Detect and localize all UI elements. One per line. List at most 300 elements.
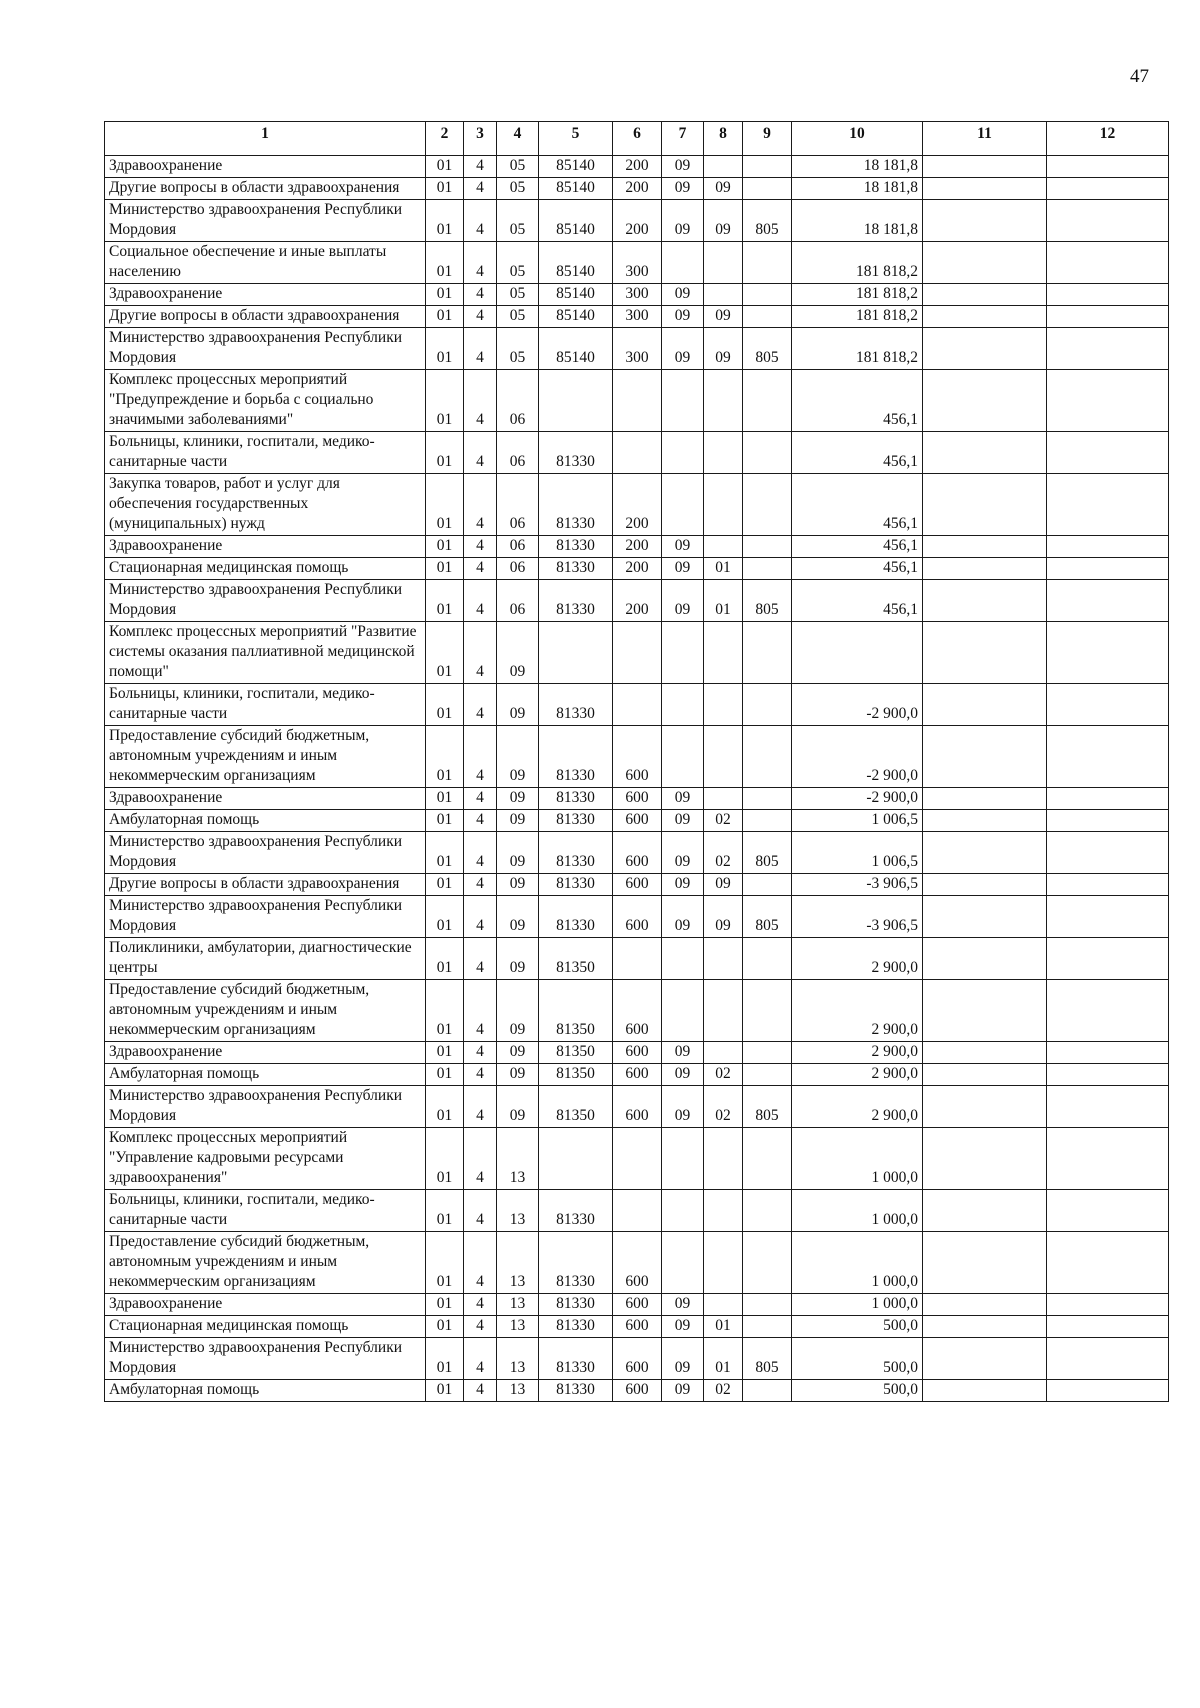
cell-col-5: 81330 [539,896,613,938]
cell-col-5: 85140 [539,178,613,200]
cell-col-7: 09 [662,536,704,558]
cell-row-name: Здравоохранение [105,1294,426,1316]
cell-col-12 [1047,178,1169,200]
cell-col-7: 09 [662,558,704,580]
cell-col-9 [743,284,792,306]
cell-col-9 [743,178,792,200]
cell-col-8: 01 [704,1338,743,1380]
cell-col-9: 805 [743,328,792,370]
cell-col-8: 02 [704,810,743,832]
cell-col-2: 01 [426,536,464,558]
cell-row-name: Другие вопросы в области здравоохранения [105,178,426,200]
cell-col-6: 600 [613,832,662,874]
cell-col-6: 200 [613,474,662,536]
cell-col-6: 200 [613,156,662,178]
cell-row-name: Предоставление субсидий бюджетным, автономным учреждениям и иным некоммерческим организациям [105,1232,426,1294]
cell-col-5: 81350 [539,1064,613,1086]
cell-row-name: Министерство здравоохранения Республики Мордовия [105,832,426,874]
table-row [105,896,1169,938]
cell-col-11 [923,432,1047,474]
cell-col-3: 4 [464,980,497,1042]
cell-col-6: 600 [613,1042,662,1064]
cell-col-9 [743,810,792,832]
cell-col-7 [662,1232,704,1294]
cell-col-4: 13 [497,1294,539,1316]
cell-col-7: 09 [662,1294,704,1316]
cell-col-10-amount: 2 900,0 [792,938,923,980]
cell-col-9: 805 [743,200,792,242]
cell-col-6: 600 [613,1338,662,1380]
cell-col-11 [923,178,1047,200]
cell-col-4: 06 [497,558,539,580]
cell-col-4: 09 [497,874,539,896]
header-cell-5: 5 [539,122,613,156]
cell-col-5: 85140 [539,156,613,178]
cell-col-6: 600 [613,874,662,896]
cell-col-10-amount: -3 906,5 [792,874,923,896]
cell-col-10-amount: 1 000,0 [792,1232,923,1294]
cell-col-4: 09 [497,726,539,788]
cell-col-12 [1047,474,1169,536]
cell-col-9 [743,474,792,536]
cell-col-9: 805 [743,580,792,622]
cell-col-4: 13 [497,1232,539,1294]
cell-row-name: Другие вопросы в области здравоохранения [105,874,426,896]
cell-col-11 [923,558,1047,580]
cell-row-name: Комплекс процессных мероприятий "Развитие системы оказания паллиативной медицинской помощи" [105,622,426,684]
cell-col-5: 81330 [539,832,613,874]
cell-col-5: 81330 [539,726,613,788]
cell-col-2: 01 [426,580,464,622]
cell-col-9 [743,306,792,328]
cell-col-12 [1047,580,1169,622]
cell-col-2: 01 [426,1190,464,1232]
cell-col-2: 01 [426,1042,464,1064]
cell-row-name: Министерство здравоохранения Республики Мордовия [105,200,426,242]
cell-col-3: 4 [464,832,497,874]
cell-col-5: 81350 [539,980,613,1042]
cell-col-7 [662,726,704,788]
cell-col-7: 09 [662,810,704,832]
cell-row-name: Комплекс процессных мероприятий "Предупреждение и борьба с социально значимыми заболеваниями" [105,370,426,432]
cell-col-3: 4 [464,474,497,536]
cell-row-name: Предоставление субсидий бюджетным, автономным учреждениям и иным некоммерческим организациям [105,726,426,788]
cell-col-6: 600 [613,980,662,1042]
cell-col-11 [923,1064,1047,1086]
cell-col-3: 4 [464,242,497,284]
cell-col-5 [539,370,613,432]
cell-col-5 [539,1128,613,1190]
cell-col-4: 09 [497,788,539,810]
cell-col-11 [923,200,1047,242]
cell-col-7 [662,432,704,474]
cell-row-name: Министерство здравоохранения Республики Мордовия [105,896,426,938]
header-cell-2: 2 [426,122,464,156]
cell-col-3: 4 [464,1294,497,1316]
cell-col-7: 09 [662,1086,704,1128]
cell-col-9: 805 [743,832,792,874]
cell-col-3: 4 [464,284,497,306]
cell-col-9 [743,558,792,580]
cell-col-7: 09 [662,306,704,328]
cell-col-9 [743,1190,792,1232]
table-row [105,726,1169,788]
cell-col-2: 01 [426,1316,464,1338]
cell-col-12 [1047,284,1169,306]
cell-col-12 [1047,328,1169,370]
cell-col-7 [662,370,704,432]
cell-col-11 [923,1232,1047,1294]
cell-col-2: 01 [426,788,464,810]
table-body [105,156,1169,1402]
cell-col-3: 4 [464,178,497,200]
cell-col-9 [743,1294,792,1316]
cell-col-7: 09 [662,1316,704,1338]
cell-col-8: 09 [704,896,743,938]
cell-row-name: Стационарная медицинская помощь [105,558,426,580]
cell-col-4: 06 [497,432,539,474]
cell-col-8 [704,242,743,284]
cell-col-4: 09 [497,684,539,726]
cell-col-11 [923,622,1047,684]
cell-col-9 [743,536,792,558]
cell-col-9 [743,1316,792,1338]
cell-col-6: 200 [613,200,662,242]
cell-row-name: Здравоохранение [105,788,426,810]
cell-col-4: 09 [497,1086,539,1128]
cell-col-10-amount: 1 006,5 [792,810,923,832]
cell-row-name: Здравоохранение [105,536,426,558]
cell-col-12 [1047,200,1169,242]
header-cell-9: 9 [743,122,792,156]
cell-col-3: 4 [464,938,497,980]
table-row [105,1086,1169,1128]
cell-col-10-amount: 456,1 [792,432,923,474]
cell-col-11 [923,1380,1047,1402]
cell-col-9 [743,726,792,788]
cell-col-5: 81330 [539,558,613,580]
cell-col-9 [743,622,792,684]
cell-col-2: 01 [426,1128,464,1190]
cell-col-4: 06 [497,474,539,536]
cell-col-10-amount: 18 181,8 [792,156,923,178]
page-number: 47 [1130,66,1149,87]
cell-col-3: 4 [464,810,497,832]
table-row [105,306,1169,328]
cell-col-4: 09 [497,622,539,684]
table-row [105,1042,1169,1064]
cell-col-8 [704,1190,743,1232]
cell-col-10-amount: 2 900,0 [792,980,923,1042]
cell-col-10-amount: 1 000,0 [792,1190,923,1232]
cell-col-2: 01 [426,726,464,788]
cell-col-12 [1047,306,1169,328]
cell-col-10-amount: 2 900,0 [792,1042,923,1064]
table-row [105,1232,1169,1294]
cell-row-name: Амбулаторная помощь [105,1064,426,1086]
cell-col-3: 4 [464,1064,497,1086]
cell-col-4: 06 [497,370,539,432]
cell-col-2: 01 [426,896,464,938]
cell-col-6: 600 [613,1294,662,1316]
header-cell-1: 1 [105,122,426,156]
table-row [105,432,1169,474]
cell-col-8: 01 [704,1316,743,1338]
cell-row-name: Больницы, клиники, госпитали, медико-санитарные части [105,432,426,474]
cell-col-8 [704,938,743,980]
cell-col-2: 01 [426,684,464,726]
cell-col-10-amount: 500,0 [792,1316,923,1338]
cell-row-name: Министерство здравоохранения Республики Мордовия [105,580,426,622]
cell-col-11 [923,832,1047,874]
cell-col-2: 01 [426,1294,464,1316]
cell-col-12 [1047,1086,1169,1128]
cell-col-8: 02 [704,1086,743,1128]
cell-col-5: 81330 [539,1294,613,1316]
cell-col-8 [704,726,743,788]
cell-col-12 [1047,896,1169,938]
cell-col-12 [1047,1338,1169,1380]
table-row [105,1338,1169,1380]
table-row [105,938,1169,980]
cell-col-6 [613,938,662,980]
cell-col-10-amount: -2 900,0 [792,788,923,810]
cell-col-12 [1047,938,1169,980]
cell-col-2: 01 [426,328,464,370]
cell-col-7: 09 [662,1380,704,1402]
cell-col-6: 300 [613,328,662,370]
cell-col-5: 81330 [539,580,613,622]
cell-col-11 [923,684,1047,726]
cell-col-4: 05 [497,328,539,370]
cell-col-10-amount: -3 906,5 [792,896,923,938]
cell-col-3: 4 [464,1128,497,1190]
cell-col-3: 4 [464,200,497,242]
cell-col-3: 4 [464,684,497,726]
cell-col-6 [613,622,662,684]
cell-col-12 [1047,370,1169,432]
cell-col-3: 4 [464,1380,497,1402]
cell-col-10-amount: 1 000,0 [792,1128,923,1190]
cell-col-9 [743,1042,792,1064]
cell-col-4: 13 [497,1380,539,1402]
cell-col-11 [923,474,1047,536]
cell-col-5: 81330 [539,810,613,832]
cell-row-name: Амбулаторная помощь [105,1380,426,1402]
cell-col-11 [923,788,1047,810]
cell-col-5: 81330 [539,788,613,810]
cell-col-8: 01 [704,558,743,580]
cell-col-9 [743,874,792,896]
cell-col-11 [923,938,1047,980]
cell-col-6: 200 [613,558,662,580]
header-row [105,122,1169,156]
cell-col-6 [613,1190,662,1232]
cell-col-12 [1047,1064,1169,1086]
header-cell-6: 6 [613,122,662,156]
table-row [105,474,1169,536]
cell-col-7: 09 [662,1042,704,1064]
cell-col-7 [662,684,704,726]
cell-col-4: 09 [497,1042,539,1064]
header-cell-7: 7 [662,122,704,156]
cell-row-name: Другие вопросы в области здравоохранения [105,306,426,328]
cell-col-3: 4 [464,1232,497,1294]
cell-col-8 [704,370,743,432]
cell-col-7: 09 [662,580,704,622]
cell-col-12 [1047,1294,1169,1316]
cell-row-name: Министерство здравоохранения Республики Мордовия [105,1086,426,1128]
cell-col-5: 81330 [539,1380,613,1402]
cell-col-6: 600 [613,1316,662,1338]
cell-row-name: Здравоохранение [105,156,426,178]
cell-col-12 [1047,1042,1169,1064]
cell-row-name: Министерство здравоохранения Республики Мордовия [105,328,426,370]
cell-col-2: 01 [426,242,464,284]
cell-col-6 [613,1128,662,1190]
cell-col-11 [923,726,1047,788]
header-cell-10: 10 [792,122,923,156]
cell-col-7: 09 [662,1064,704,1086]
table-row [105,810,1169,832]
cell-col-9 [743,684,792,726]
table-row [105,370,1169,432]
cell-col-10-amount: 2 900,0 [792,1064,923,1086]
cell-col-5: 85140 [539,200,613,242]
cell-col-6 [613,370,662,432]
header-cell-3: 3 [464,122,497,156]
cell-col-5: 81330 [539,684,613,726]
cell-col-8 [704,1042,743,1064]
cell-col-2: 01 [426,1232,464,1294]
cell-col-6: 600 [613,788,662,810]
cell-col-9 [743,1232,792,1294]
cell-col-12 [1047,788,1169,810]
cell-col-2: 01 [426,980,464,1042]
cell-col-11 [923,1042,1047,1064]
cell-col-11 [923,370,1047,432]
cell-col-5: 81330 [539,1316,613,1338]
cell-col-6: 200 [613,178,662,200]
header-cell-8: 8 [704,122,743,156]
cell-col-11 [923,284,1047,306]
cell-col-2: 01 [426,622,464,684]
cell-col-11 [923,328,1047,370]
cell-col-7: 09 [662,328,704,370]
cell-col-9 [743,1128,792,1190]
cell-col-8 [704,622,743,684]
cell-col-2: 01 [426,558,464,580]
cell-col-7: 09 [662,156,704,178]
cell-col-8: 09 [704,874,743,896]
cell-col-4: 09 [497,832,539,874]
cell-col-10-amount: 18 181,8 [792,200,923,242]
cell-col-5: 81350 [539,1086,613,1128]
cell-col-8: 01 [704,580,743,622]
cell-col-8: 02 [704,1064,743,1086]
cell-col-7 [662,622,704,684]
cell-col-5: 85140 [539,328,613,370]
cell-col-4: 05 [497,284,539,306]
cell-col-6 [613,432,662,474]
cell-col-7 [662,1128,704,1190]
cell-col-7: 09 [662,1338,704,1380]
table-row [105,1190,1169,1232]
cell-col-2: 01 [426,306,464,328]
cell-col-3: 4 [464,536,497,558]
table-header [105,122,1169,156]
cell-col-3: 4 [464,1316,497,1338]
cell-col-3: 4 [464,1190,497,1232]
cell-col-12 [1047,832,1169,874]
cell-col-9 [743,1064,792,1086]
cell-col-2: 01 [426,370,464,432]
cell-col-8 [704,156,743,178]
cell-col-8 [704,1128,743,1190]
cell-col-3: 4 [464,580,497,622]
table-row [105,178,1169,200]
cell-col-4: 05 [497,306,539,328]
cell-col-7: 09 [662,178,704,200]
cell-row-name: Здравоохранение [105,1042,426,1064]
cell-col-5: 81330 [539,536,613,558]
cell-col-6: 600 [613,896,662,938]
cell-col-2: 01 [426,1338,464,1380]
cell-col-2: 01 [426,1086,464,1128]
cell-col-11 [923,1294,1047,1316]
cell-col-3: 4 [464,558,497,580]
cell-col-9 [743,370,792,432]
table-row [105,558,1169,580]
cell-col-2: 01 [426,1380,464,1402]
cell-col-6: 600 [613,1380,662,1402]
cell-col-5: 85140 [539,284,613,306]
cell-col-10-amount [792,622,923,684]
cell-col-2: 01 [426,832,464,874]
cell-col-5: 85140 [539,306,613,328]
cell-col-11 [923,1086,1047,1128]
cell-row-name: Стационарная медицинская помощь [105,1316,426,1338]
cell-col-2: 01 [426,432,464,474]
cell-col-2: 01 [426,1064,464,1086]
table-row [105,1380,1169,1402]
cell-col-7 [662,242,704,284]
table-row [105,580,1169,622]
cell-col-10-amount: 500,0 [792,1380,923,1402]
cell-col-9 [743,938,792,980]
cell-col-8 [704,1294,743,1316]
cell-col-10-amount: 181 818,2 [792,306,923,328]
cell-col-4: 05 [497,242,539,284]
cell-col-3: 4 [464,1086,497,1128]
cell-col-6: 300 [613,306,662,328]
cell-col-7: 09 [662,284,704,306]
cell-col-8 [704,684,743,726]
cell-row-name: Закупка товаров, работ и услуг для обеспечения государственных (муниципальных) нужд [105,474,426,536]
cell-col-12 [1047,432,1169,474]
cell-col-10-amount: 1 000,0 [792,1294,923,1316]
table-row [105,536,1169,558]
cell-col-4: 13 [497,1190,539,1232]
cell-col-7: 09 [662,874,704,896]
cell-col-5: 81330 [539,1232,613,1294]
cell-col-6: 200 [613,580,662,622]
cell-col-5: 81330 [539,1338,613,1380]
cell-col-9 [743,432,792,474]
cell-col-12 [1047,684,1169,726]
cell-col-3: 4 [464,896,497,938]
cell-col-10-amount: -2 900,0 [792,684,923,726]
